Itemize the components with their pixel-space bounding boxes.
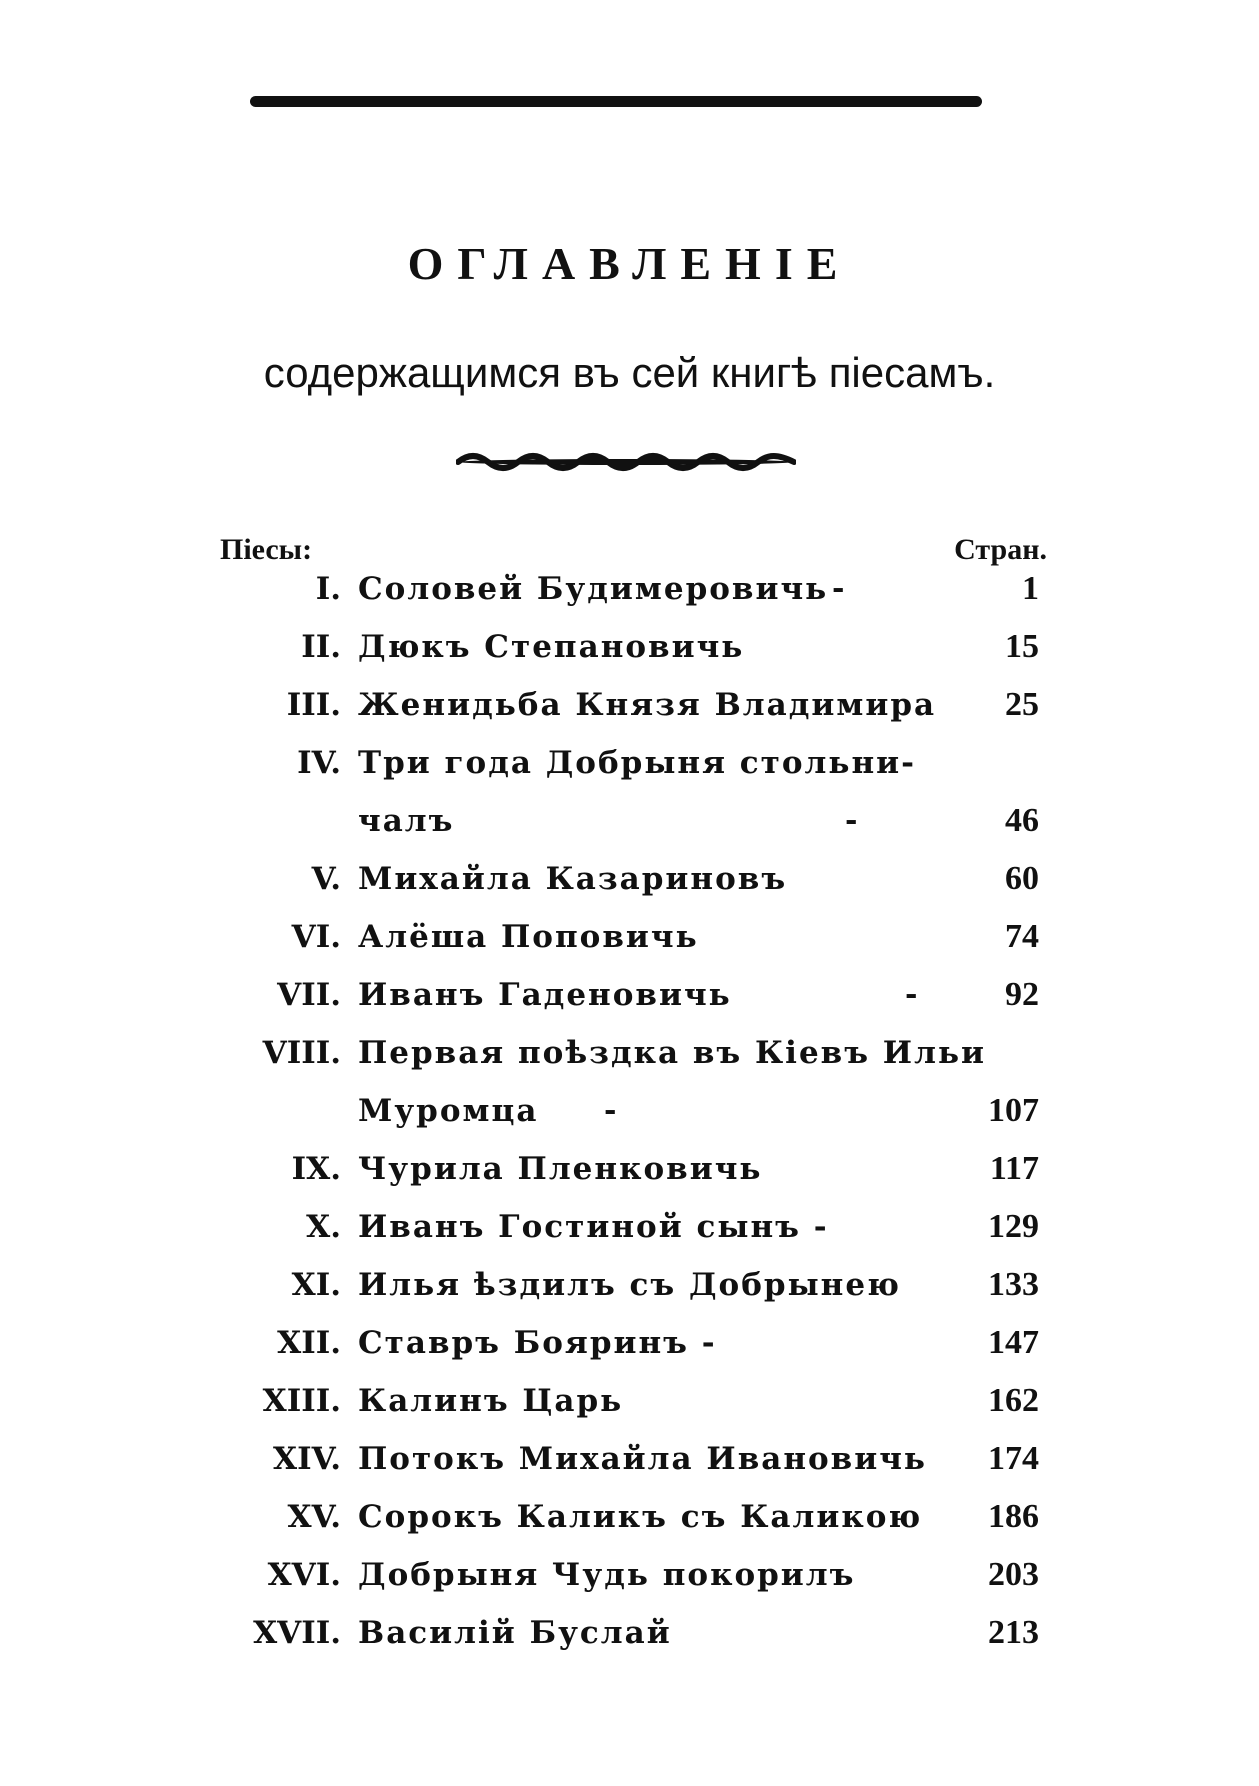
toc-entry [0, 968, 1259, 1022]
entry-page: 46 [1005, 802, 1039, 839]
entry-title: Иванъ Гаденовичь [358, 977, 732, 1013]
entry-page: 213 [988, 1614, 1039, 1651]
toc-entry [0, 852, 1259, 906]
toc-entry [0, 1200, 1259, 1254]
entry-page: 117 [989, 1150, 1039, 1187]
ornament-divider [456, 450, 796, 474]
entry-title: Дюкъ Степановичь [358, 629, 745, 665]
entry-number: XIV. [273, 1441, 341, 1477]
entry-page: 174 [988, 1440, 1039, 1477]
entry-dash: - [604, 1093, 617, 1128]
entry-title: Михайла Казариновъ [358, 861, 788, 897]
entry-number: II. [301, 629, 341, 665]
entry-title: Чурила Пленковичь [358, 1151, 763, 1187]
entry-number: IV. [297, 745, 341, 781]
entry-page: 60 [1005, 860, 1039, 897]
entry-page: 133 [988, 1266, 1039, 1303]
entry-title: Три года Добрыня стольни- [358, 745, 917, 781]
entry-number: XVI. [267, 1557, 341, 1593]
entry-title: Калинъ Царь [358, 1383, 624, 1419]
entry-page: 15 [1005, 628, 1039, 665]
column-header-pages: Стран. [954, 533, 1047, 566]
toc-entry [0, 1606, 1259, 1660]
entry-title: Соловей Будимеровичь [358, 571, 829, 607]
toc-entry [0, 736, 1259, 790]
entry-title: Муромца [358, 1093, 539, 1129]
toc-entry [0, 562, 1259, 616]
toc-entry [0, 1432, 1259, 1486]
entry-dash: - [845, 803, 858, 838]
page-title: ОГЛАВЛЕНІЕ [407, 238, 852, 289]
entry-page: 74 [1005, 918, 1039, 955]
toc-entry [0, 678, 1259, 732]
entry-dash: - [832, 571, 845, 606]
entry-title: Ставръ Бояринъ - [358, 1325, 717, 1361]
entry-title: Женидьба Князя Владимира [358, 687, 937, 723]
entry-number: XVII. [253, 1615, 341, 1651]
entry-title: Первая поѣздка въ Кіевъ Ильи [358, 1035, 986, 1071]
entry-number: VI. [291, 919, 341, 955]
entry-title: Потокъ Михайла Ивановичь [358, 1441, 927, 1477]
toc-entry [0, 1490, 1259, 1544]
toc-entry [0, 620, 1259, 674]
entry-page: 186 [988, 1498, 1039, 1535]
entry-title: чалъ [358, 803, 455, 839]
column-header-pieces: Піесы: [220, 533, 313, 566]
entry-title: Сорокъ Каликъ съ Каликою [358, 1499, 923, 1535]
entry-page: 162 [988, 1382, 1039, 1419]
entry-number: XIII. [262, 1383, 341, 1419]
entry-page: 25 [1005, 686, 1039, 723]
entry-page: 107 [988, 1092, 1039, 1129]
entry-page: 129 [988, 1208, 1039, 1245]
entry-number: XV. [287, 1499, 341, 1535]
entry-number: IX. [291, 1151, 341, 1187]
toc-entry [0, 910, 1259, 964]
entry-dash: - [905, 977, 918, 1012]
toc-entry [0, 1258, 1259, 1312]
entry-number: XI. [291, 1267, 341, 1303]
toc-entry-continuation [0, 1084, 1259, 1138]
entry-number: XII. [277, 1325, 341, 1361]
toc-entry [0, 1026, 1259, 1080]
toc-entry [0, 1548, 1259, 1602]
toc-entry [0, 1316, 1259, 1370]
entry-title: Добрыня Чудь покорилъ [358, 1557, 856, 1593]
entry-title: Илья ѣздилъ съ Добрынею [358, 1267, 901, 1303]
entry-number: VIII. [262, 1035, 341, 1071]
entry-page: 147 [988, 1324, 1039, 1361]
toc-entry [0, 1142, 1259, 1196]
entry-number: III. [286, 687, 341, 723]
entry-title: Иванъ Гостиной сынъ - [358, 1209, 829, 1245]
entry-number: V. [311, 861, 341, 897]
toc-entry-continuation [0, 794, 1259, 848]
entry-page: 203 [988, 1556, 1039, 1593]
top-rule [250, 96, 982, 107]
entry-page: 1 [1022, 570, 1039, 607]
entry-number: I. [315, 571, 341, 607]
entry-number: VII. [277, 977, 341, 1013]
toc-entry [0, 1374, 1259, 1428]
entry-page: 92 [1005, 976, 1039, 1013]
entry-number: X. [306, 1209, 341, 1245]
entry-title: Алёша Поповичь [358, 919, 699, 955]
entry-title: Василій Буслай [358, 1615, 672, 1651]
page-subtitle: содержащимся въ сей книгѣ піесамъ. [263, 349, 996, 396]
